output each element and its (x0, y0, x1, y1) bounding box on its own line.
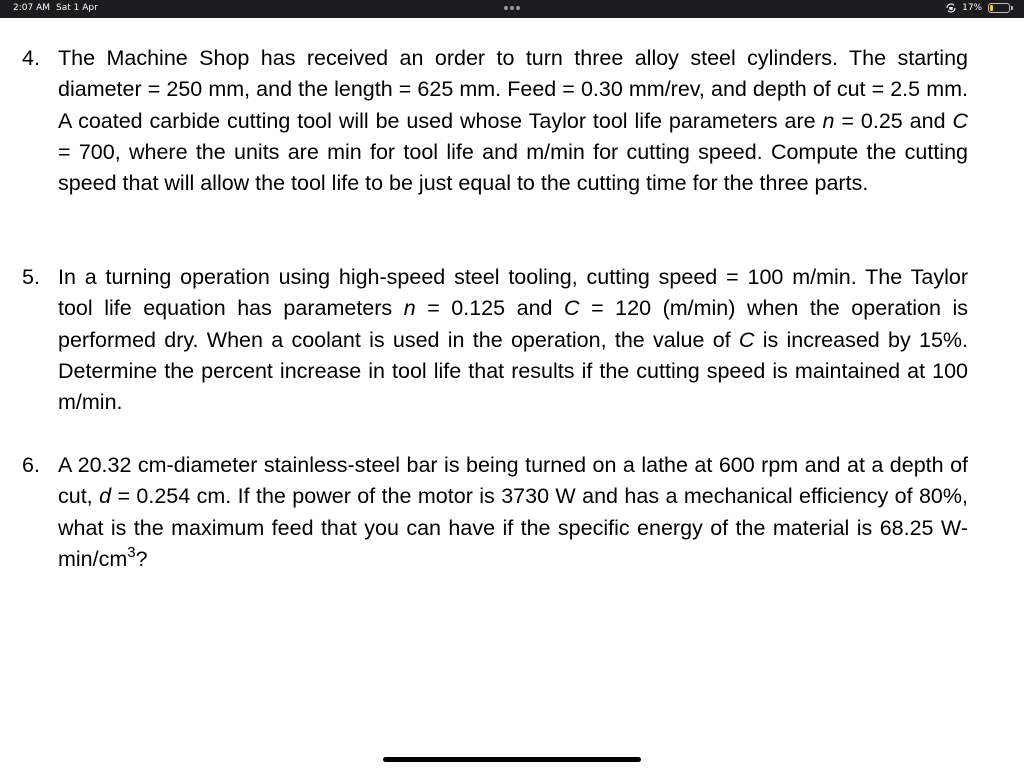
problem-text: A 20.32 cm-diameter stainless-steel bar is being turned on a lathe at 600 rpm and at a depth of cut, d = 0.254 cm. If the power of the motor is 3730 W and has a mechanical efficiency of 80%, what is the maximum feed that you can have if the specific energy of the material is 68.25 $W-\min/cm^3$? (58, 453, 968, 571)
problem-number: 4. (22, 46, 40, 70)
home-indicator[interactable] (383, 757, 641, 762)
problem-text: The Machine Shop has received an order to turn three alloy steel cylinders. The starting diameter = 250 mm, and the length = 625 mm. Feed = 0.30 mm/rev, and depth of cut = 2.5 mm. A coated carbide cutting tool will be used whose Taylor tool life parameters are n = 0.25 and C = 700, where the units are min for tool life and m/min for cutting speed. Compute the cutting speed that will allow the tool life to be just equal to the cutting time for the three parts. (58, 46, 968, 196)
status-time: 2:07 AM (13, 3, 50, 13)
problem-number: 6. (22, 453, 40, 477)
problem-text: In a turning operation using high-speed steel tooling, cutting speed = 100 m/min. The Taylor tool life equation has parameters n = 0.125 and C = 120 (m/min) when the operation is performed dry. When a coolant is used in the operation, the value of C is increased by 15%. Determine the percent increase in tool life that results if the cutting speed is maintained at 100 m/min. (58, 265, 969, 415)
status-date: Sat 1 Apr (56, 3, 98, 13)
problem-number: 5. (22, 265, 40, 289)
battery-percent: 17% (962, 3, 983, 13)
